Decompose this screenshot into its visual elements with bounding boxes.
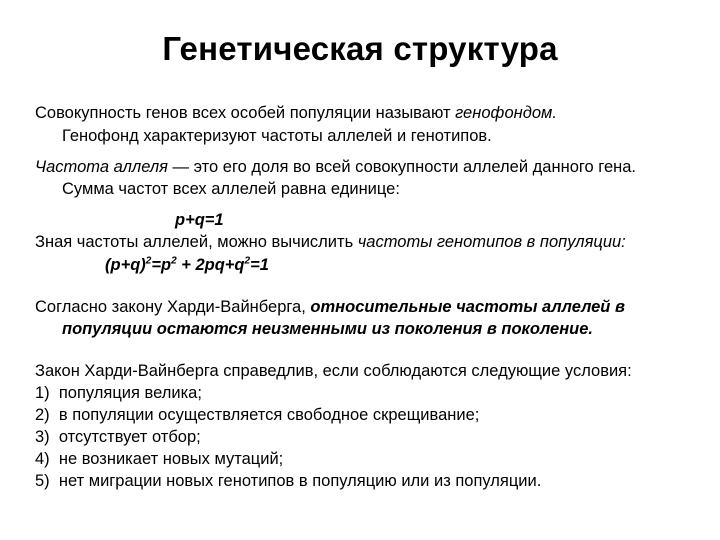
genepool-definition-text: Совокупность генов всех особей популяции называют [35,104,456,122]
paragraph-allele-frequency-line2: Сумма частот всех аллелей равна единице: [62,180,400,198]
paragraph-genepool-line2: Генофонд характеризуют частоты аллелей и генотипов. [62,127,492,145]
paragraph-genepool-line1 [35,103,557,123]
formula-hardy-weinberg: $(p+q)^2=p^2 + 2pq+q^2=1$ [105,255,269,274]
allele-frequency-text: — это его доля во всей совокупности аллелей данного гена. [167,158,636,176]
genotype-frequency-term: частоты генотипов в популяции: [357,233,626,251]
allele-frequency-term: Частота аллеля [35,158,168,176]
list-item: 2) в популяции осуществляется свободное скрещивание; [35,406,480,424]
slide-title: Генетическая структура [162,30,558,67]
paragraph-allele-frequency-line1 [35,157,636,177]
formula-sum: p+q=1 [175,211,224,229]
list-item: 4) не возникает новых мутаций; [35,450,284,468]
law-statement-part2: популяции остаются неизменными из поколения в поколение. [62,320,594,338]
genotype-frequency-text: Зная частоты аллелей, можно вычислить [35,233,358,251]
law-statement-part1: относительные частоты аллелей в [310,298,625,316]
law-text: Согласно закону Харди-Вайнберга, [35,298,311,316]
list-item: 5) нет миграции новых генотипов в популяцию или из популяции. [35,472,542,490]
list-item: 1) популяция велика; [35,384,202,402]
paragraph-genotype-frequency [35,232,626,252]
paragraph-hardy-weinberg-law-line1 [35,297,625,317]
list-item: 3) отсутствует отбор; [35,428,201,446]
genepool-term: генофондом. [455,104,557,122]
conditions-intro: Закон Харди-Вайнберга справедлив, если соблюдаются следующие условия: [35,362,632,380]
